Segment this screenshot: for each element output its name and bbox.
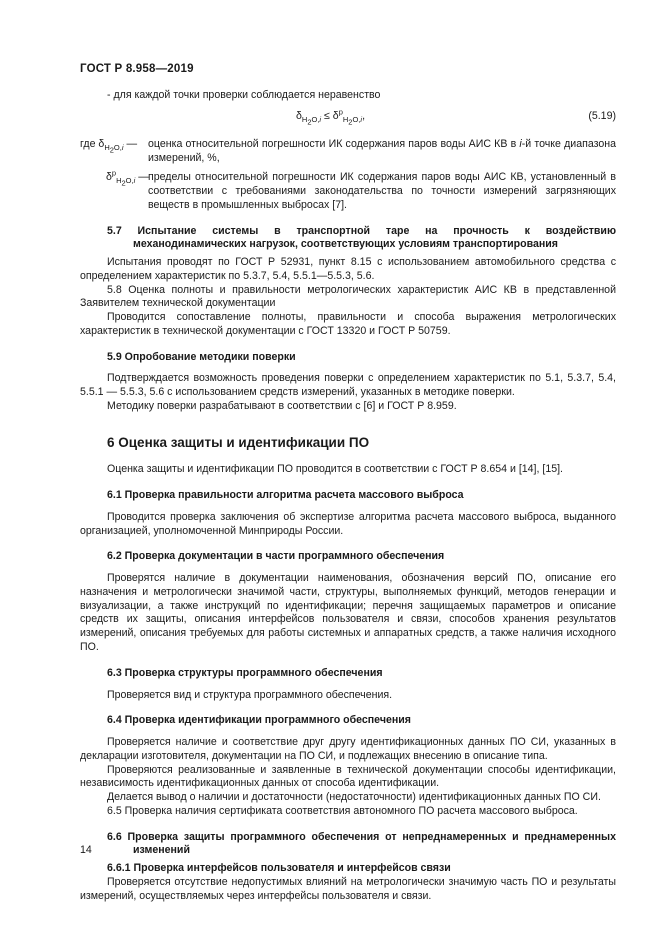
section-5-9-title: 5.9 Опробование методики поверки xyxy=(107,350,296,363)
definition-row xyxy=(80,168,616,212)
formula-number: (5.19) xyxy=(588,109,616,122)
section-6-1-paragraph: Проводится проверка заключения об экспертизе алгоритма расчета массового выброса, выданного организацией, уполномоченной Минприроды России. xyxy=(80,510,616,537)
section-5-7-paragraph: Испытания проводят по ГОСТ Р 52931, пункт 8.15 с использованием автомобильного средства с определением характеристик по 5.3.7, 5.4, 5.5.1—5.5.3, 5.6. xyxy=(80,256,616,282)
section-6-4-title: 6.4 Проверка идентификации программного обеспечения xyxy=(107,714,411,727)
definition-text: пределы относительной погрешности ИК содержания паров воды АИС КВ, установленный в соответствии с требованиями законодательства по точности измерений загрязняющих веществ в промышленных выбросах [7]. xyxy=(148,171,616,211)
section-6-5-title: 6.5 Проверка наличия сертификата соответствия автономного ПО расчета массового выброса. xyxy=(107,804,578,817)
section-6-2-paragraph: Проверятся наличие в документации наименования, обозначения версий ПО, описание его назначения и метрологически значимой части, структуры, выполняемых функций, методов генерации и визуализации, а также инструкций по идентификации; перечня защищаемых параметров и описание средств их защиты, описания интерфейсов пользователя и связи, способов хранения результатов измерений, описания требуемых для работы системных и аппаратных средств, а также наличия исходного ПО. xyxy=(80,572,616,653)
definition-symbol: $\delta^p_{H_2O,i}$ — xyxy=(106,168,149,188)
section-5-9-paragraph-2: Методику поверки разрабатывают в соответствии с [6] и ГОСТ Р 8.959. xyxy=(107,400,457,413)
formula-expression: $\delta_{H_2O,i} \le \delta^p_{H_2O,i}$, xyxy=(296,107,366,127)
definition-row xyxy=(80,138,616,166)
section-6-4-paragraph-2: Проверяются реализованные и заявленные в технической документации способы идентификации, независимость идентификационных данных от способа идентификации. xyxy=(80,763,616,790)
section-6-3-paragraph: Проверяется вид и структура программного обеспечения. xyxy=(107,688,393,701)
section-6-6-1-paragraph: Проверяется отсутствие недопустимых влияний на метрологически значимую часть ПО и результаты измерений, осуществляемых через интерфейсы пользователя и связи. xyxy=(80,875,616,902)
section-6-4-paragraph: Проверяется наличие и соответствие друг другу идентификационных данных ПО СИ, указанных в декларации изготовителя, документации на ПО СИ, и подлежащих внесению в описание типа. xyxy=(80,736,616,762)
definition-text: оценка относительной погрешности ИК содержания паров воды АИС КВ в i-й точке диапазона измерений, %, xyxy=(148,137,616,164)
definition-symbol: где $\delta_{H_2O,i}$ — xyxy=(80,137,138,155)
section-5-8-title: 5.8 Оценка полноты и правильности метрологических характеристик АИС КВ в представленной Заявителем технической документации xyxy=(80,283,616,310)
page-number: 14 xyxy=(80,844,92,856)
section-6-6-title: 6.6 Проверка защиты программного обеспечения от непреднамеренных и преднамеренных изменений xyxy=(107,830,616,857)
section-5-8-paragraph: Проводится сопоставление полноты, правильности и способа выражения метрологических характеристик в технической документации с ГОСТ 13320 и ГОСТ Р 50759. xyxy=(80,311,616,337)
document-body xyxy=(80,89,616,903)
section-5-7-title: 5.7 Испытание системы в транспортной таре на прочность к воздействию механодинамических нагрузок, соответствующих условиям транспортирования xyxy=(107,224,616,251)
section-5-9-paragraph: Подтверждается возможность проведения поверки с определением характеристик по 5.1, 5.3.7, 5.4, 5.5.1 — 5.5.3, 5.6 с использованием средств измерений, указанных в методике поверки. xyxy=(80,372,616,399)
section-6-3-title: 6.3 Проверка структуры программного обеспечения xyxy=(107,666,383,679)
section-6-2-title: 6.2 Проверка документации в части программного обеспечения xyxy=(107,550,445,563)
section-6-6-1-title: 6.6.1 Проверка интерфейсов пользователя и интерфейсов связи xyxy=(107,862,451,875)
intro-paragraph: - для каждой точки проверки соблюдается неравенство xyxy=(107,89,381,101)
section-6-4-paragraph-3: Делается вывод о наличии и достаточности (недостаточности) идентификационных данных ПО СИ. xyxy=(107,791,601,804)
document-header: ГОСТ Р 8.958—2019 xyxy=(80,63,194,75)
section-6-1-title: 6.1 Проверка правильности алгоритма расчета массового выброса xyxy=(107,489,464,502)
section-6-paragraph: Оценка защиты и идентификации ПО проводится в соответствии с ГОСТ Р 8.654 и [14], [15]. xyxy=(107,463,563,476)
section-6-title: 6 Оценка защиты и идентификации ПО xyxy=(107,434,370,450)
formula-5-19 xyxy=(80,108,616,132)
